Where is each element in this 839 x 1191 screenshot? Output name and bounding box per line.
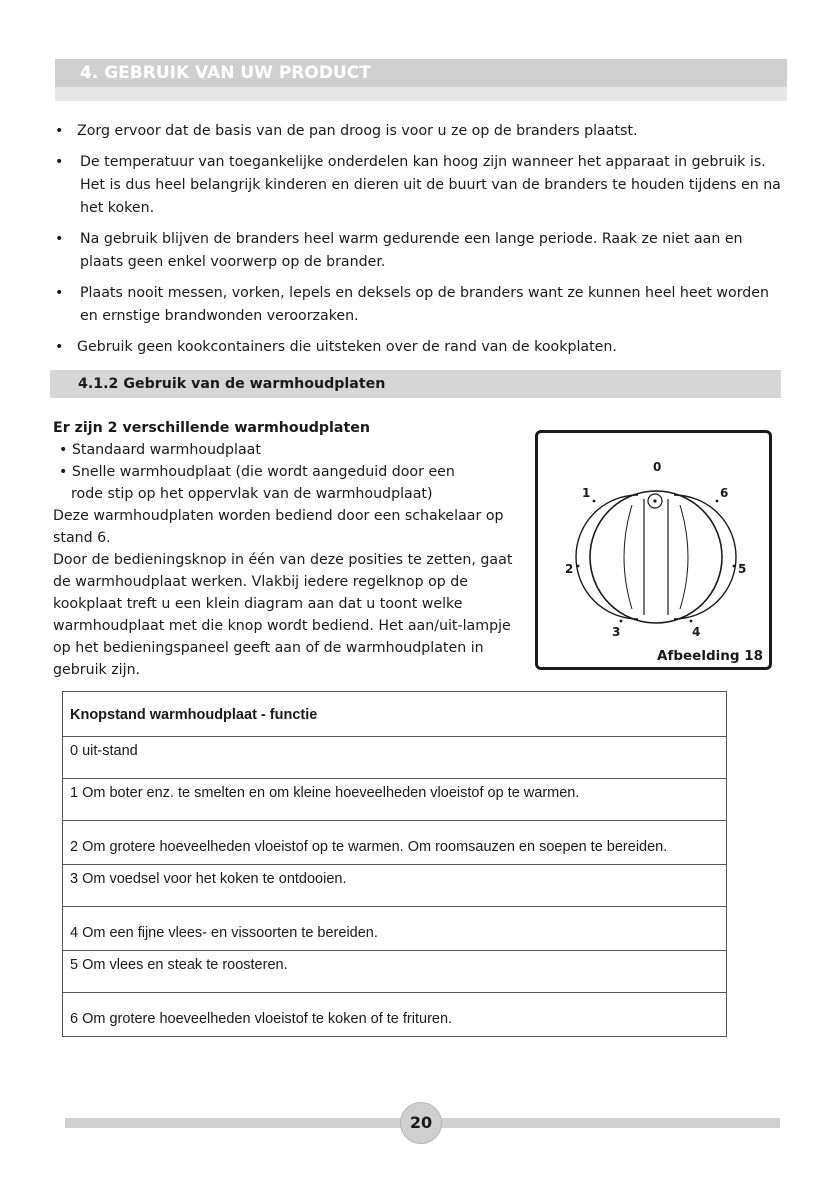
knob-outer-ring: [590, 491, 722, 623]
safety-bullet-list: [55, 120, 790, 367]
position-dot: [733, 565, 736, 568]
table-cell: 2 Om grotere hoeveelheden vloeistof op te warmen. Om roomsauzen en soepen te bereiden.: [63, 821, 727, 865]
plate-type-fast-continued: rode stip op het oppervlak van de warmhoudplaat): [71, 486, 433, 502]
subsection-title: 4.1.2 Gebruik van de warmhoudplaten: [50, 370, 781, 398]
table-header-row: [63, 692, 727, 737]
list-item: [55, 120, 790, 143]
figure-caption: Afbeelding 18: [657, 648, 763, 664]
knob-position-5: 5: [738, 562, 747, 576]
list-item: [55, 336, 790, 359]
intro-text: [53, 417, 528, 681]
table-cell: 6 Om grotere hoeveelheden vloeistof te koken of te frituren.: [63, 993, 727, 1037]
table-row: [63, 821, 727, 865]
table-cell: 5 Om vlees en steak te roosteren.: [63, 951, 727, 993]
bullet-text: Gebruik geen kookcontainers die uitsteken over de rand van de kookplaten.: [77, 339, 617, 355]
table-row: [63, 737, 727, 779]
plate-type-standard: • Standaard warmhoudplaat: [59, 442, 261, 458]
knob-position-3: 3: [612, 625, 621, 639]
bullet-text: Zorg ervoor dat de basis van de pan droog is voor u ze op de branders plaatst.: [77, 123, 638, 139]
knob-inner-left: [624, 505, 632, 609]
footer-bar: [65, 1118, 405, 1128]
bullet-dot: •: [55, 154, 64, 170]
knob-position-0: 0: [653, 460, 662, 474]
intro-paragraph: Door de bedieningsknop in één van deze posities te zetten, gaat de warmhoudplaat werken. Vlakbij iedere regelknop op de kookplaat treft u een klein diagram aan dat u toont welke warmhoudplaat met die knop wordt bediend. Het aan/uit-lampje op het bedieningspaneel geeft aan of de warmhoudplaten in gebruik zijn.: [53, 552, 513, 678]
knob-position-6: 6: [720, 486, 729, 500]
position-dot: [577, 565, 580, 568]
position-dot: [690, 620, 693, 623]
footer-bar: [438, 1118, 780, 1128]
table-row: [63, 865, 727, 907]
bullet-text: Plaats nooit messen, vorken, lepels en deksels op de branders want ze kunnen heel heet worden en ernstige brandwonden veroorzaken.: [80, 285, 770, 324]
page-number: 20: [400, 1102, 442, 1144]
position-dot: [620, 620, 623, 623]
intro-paragraph: Deze warmhoudplaten worden bediend door een schakelaar op stand 6.: [53, 508, 504, 546]
table-row: [63, 951, 727, 993]
table-row: [63, 779, 727, 821]
knob-illustration: [538, 433, 775, 673]
bullet-text: De temperatuur van toegankelijke onderdelen kan hoog zijn wanneer het apparaat in gebruik is. Het is dus heel belangrijk kinderen en dieren uit de buurt van de branders te houden tijdens en na het koken.: [80, 154, 781, 216]
section-underbar: [55, 87, 787, 101]
bullet-dot: •: [55, 285, 64, 301]
knob-position-1: 1: [582, 486, 591, 500]
knob-grip: [644, 499, 668, 615]
table-row: [63, 907, 727, 951]
intro-heading: Er zijn 2 verschillende warmhoudplaten: [53, 420, 370, 436]
knob-diagram: [535, 430, 772, 670]
position-dot: [716, 500, 719, 503]
table-cell: 4 Om een fijne vlees- en vissoorten te bereiden.: [63, 907, 727, 951]
list-item: [55, 228, 790, 274]
bullet-dot: •: [55, 123, 64, 139]
knob-indicator-dot: [653, 499, 656, 502]
plate-type-fast: • Snelle warmhoudplaat (die wordt aangeduid door een: [59, 464, 455, 480]
bullet-text: Na gebruik blijven de branders heel warm gedurende een lange periode. Raak ze niet aan en plaats geen enkel voorwerp op de brander.: [80, 231, 743, 270]
bullet-dot: •: [55, 339, 64, 355]
table-cell: 0 uit-stand: [63, 737, 727, 779]
table-cell: 3 Om voedsel voor het koken te ontdooien.: [63, 865, 727, 907]
knob-function-table: [62, 691, 727, 1037]
table-cell: 1 Om boter enz. te smelten en om kleine hoeveelheden vloeistof op te warmen.: [63, 779, 727, 821]
bullet-dot: •: [55, 231, 64, 247]
table-row: [63, 993, 727, 1037]
list-item: [55, 151, 790, 220]
knob-position-4: 4: [692, 625, 701, 639]
knob-inner-right: [680, 505, 688, 609]
section-title: 4. GEBRUIK VAN UW PRODUCT: [55, 59, 787, 87]
knob-position-2: 2: [565, 562, 574, 576]
table-header-cell: Knopstand warmhoudplaat - functie: [63, 692, 727, 737]
position-dot: [593, 500, 596, 503]
list-item: [55, 282, 790, 328]
